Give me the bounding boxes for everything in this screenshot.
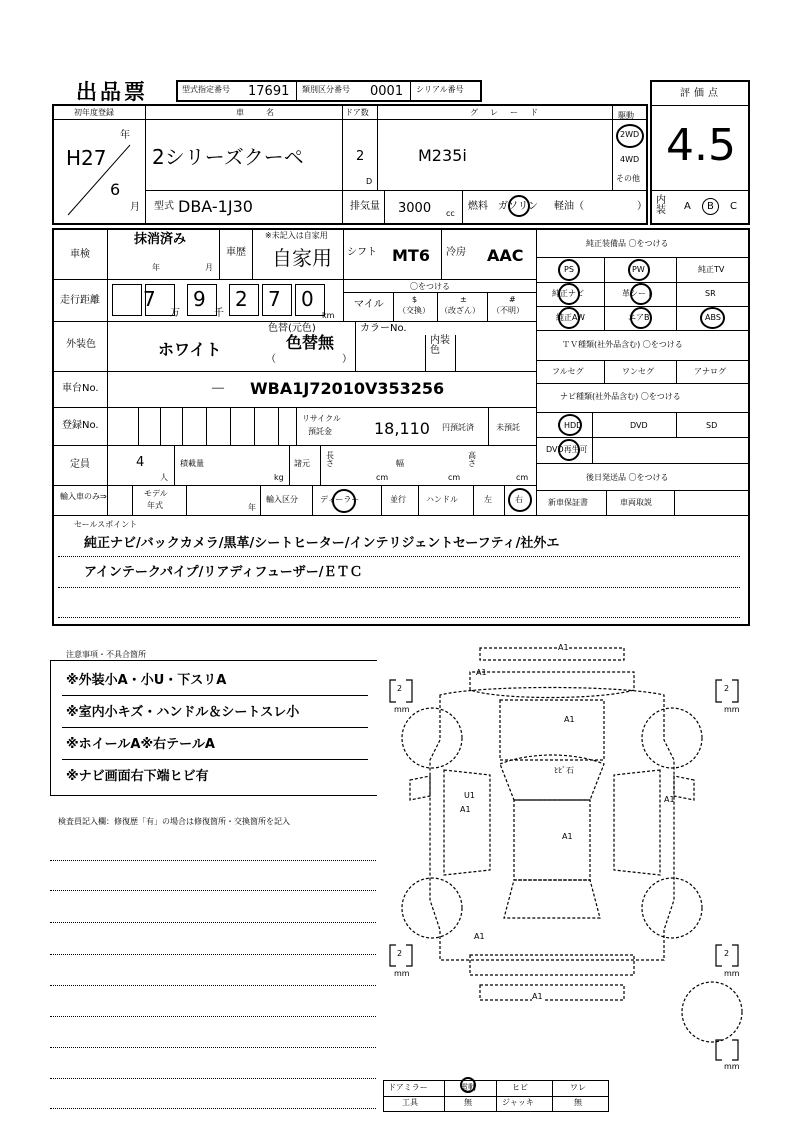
damage-mark: A1 — [664, 795, 675, 804]
displacement-unit: cc — [446, 209, 455, 218]
navi-hdd: HDD — [564, 421, 583, 430]
tire-depth-unit: mm — [724, 705, 740, 714]
mileage-mark-label: 〇をつける — [410, 282, 450, 291]
registration-label: 登録No. — [62, 420, 99, 431]
interior-grade-label: 内装 — [656, 195, 666, 216]
capacity-unit: 人 — [160, 473, 168, 482]
damage-mark: A1 — [460, 805, 471, 814]
car-name-label: 車名 — [236, 108, 296, 117]
tire-depth-value: 2 — [397, 949, 403, 958]
model-year-label-1: モデル — [144, 489, 168, 498]
navi-dvd: DVD — [630, 421, 648, 430]
handle-right-circle — [508, 488, 532, 512]
equipment-pw-circle — [628, 259, 650, 281]
mile-option: マイル — [354, 299, 384, 310]
mileage-digit: 9 — [193, 287, 206, 311]
capacity-label: 定員 — [70, 459, 90, 470]
recycle-paid: 円預託済 — [442, 423, 474, 432]
drive-4wd: 4WD — [620, 155, 640, 164]
later-warranty: 新車保証書 — [548, 498, 588, 507]
door-mirror-label: ドアミラー — [388, 1083, 428, 1092]
interior-grade-a: A — [684, 201, 691, 212]
tire-depth-unit: mm — [724, 969, 740, 978]
mileage-sen-unit: 千 — [214, 308, 224, 319]
evaluation-label: 評価点 — [680, 88, 722, 99]
exchange-symbol: $ — [412, 295, 418, 304]
sales-points-line-1: 純正ナビ/バックカメラ/黒革/シートヒーター/インテリジェントセーフティ/社外エ — [84, 536, 560, 551]
equipment-abs-circle — [700, 307, 725, 329]
doors-suffix: D — [366, 177, 373, 186]
sales-points-line-2: アインテークパイプ/リアディフューザー/ＥＴＣ — [84, 565, 363, 580]
damage-mark: A1 — [476, 668, 487, 677]
class-value: 0001 — [370, 84, 404, 99]
dims-label: 諸元 — [294, 459, 310, 468]
door-mirror-power: 電動 — [460, 1083, 476, 1092]
handle-right: 右 — [515, 495, 523, 504]
mirror-crack: ヒビ — [512, 1083, 528, 1092]
load-label: 積載量 — [180, 459, 204, 468]
equipment-abs: ABS — [705, 313, 721, 322]
tv-type-title: ＴＶ種類(社外品含む) 〇をつける — [562, 340, 683, 349]
inspector-label: 検査員記入欄：修復歴「有」の場合は修復箇所・交換箇所を記入 — [58, 817, 290, 826]
mileage-km: km — [322, 311, 335, 320]
equipment-airbag-circle — [630, 307, 652, 329]
import-class-label: 輸入区分 — [266, 495, 298, 504]
first-reg-year-unit: 年 — [120, 130, 130, 141]
note-item: ※ホイールA※右テールA — [66, 737, 215, 752]
type-label: 型式 — [154, 201, 174, 212]
vin-label: 車台No. — [62, 383, 99, 394]
exterior-color-label: 外装色 — [66, 339, 96, 350]
mirror-break: ワレ — [570, 1083, 586, 1092]
equipment-airbag: エアB — [628, 313, 650, 322]
shaken-label: 車検 — [70, 249, 90, 260]
first-reg-slash — [60, 140, 140, 220]
height-label: 高さ — [468, 451, 476, 468]
equipment-pw: PW — [632, 265, 645, 274]
displacement-value: 3000 — [398, 201, 432, 216]
ac-label: 冷房 — [446, 247, 466, 258]
shaken-year-unit: 年 — [152, 263, 160, 272]
vin-dash: － — [210, 379, 227, 398]
tire-depth-unit: mm — [394, 969, 410, 978]
fuel-label: 燃料 — [468, 201, 488, 212]
import-parallel: 並行 — [390, 495, 406, 504]
model-year-label-2: 年式 — [147, 501, 163, 510]
usage-note: ※未記入は自家用 — [265, 231, 328, 240]
door-mirror-power-circle — [460, 1077, 476, 1093]
tire-depth-unit: mm — [394, 705, 410, 714]
import-only-label: 輸入車のみ⇒ — [60, 492, 107, 501]
equipment-aw-circle — [558, 307, 580, 329]
recycle-label-1: リサイクル — [302, 414, 341, 423]
navi-dvd-play: DVD再生可 — [546, 445, 588, 454]
recycle-label-2: 預託金 — [308, 427, 332, 436]
fuel-kei-close: ） — [637, 201, 647, 212]
model-year-unit: 年 — [248, 503, 256, 512]
drive-2wd: 2WD — [620, 130, 640, 139]
exterior-color-value: ホワイト — [158, 340, 222, 359]
drive-2wd-circle — [616, 124, 644, 148]
mileage-digit: 7 — [143, 287, 156, 311]
shift-label: シフト — [347, 247, 377, 258]
type-value: DBA-1J30 — [178, 197, 253, 216]
recycle-value: 18,110 — [374, 419, 430, 438]
tire-depth-value: 2 — [724, 949, 730, 958]
equipment-navi-circle — [558, 283, 580, 305]
first-reg-month-unit: 月 — [130, 202, 140, 213]
tv-oneseg: ワンセグ — [622, 367, 654, 376]
tv-analog: アナログ — [694, 367, 726, 376]
class-label: 類別区分番号 — [302, 85, 350, 94]
color-no-label: カラーNo. — [360, 323, 407, 334]
equipment-leather: 革シート — [622, 289, 654, 298]
first-reg-year: H27 — [66, 146, 107, 170]
drive-label: 駆動 — [618, 111, 634, 120]
interior-grade-c: C — [730, 201, 737, 212]
ac-value: AAC — [487, 246, 524, 265]
note-item: ※室内小キズ・ハンドル＆シートスレ小 — [66, 705, 300, 720]
tamper-symbol: ± — [460, 295, 467, 304]
tamper-option: （改ざん） — [440, 306, 480, 315]
note-item: ※外装小A・小U・下スリA — [66, 673, 227, 688]
equipment-leather-circle — [630, 283, 652, 305]
note-item: ※ナビ画面右下端ヒビ有 — [66, 769, 209, 784]
tools-value: 無 — [464, 1098, 472, 1107]
recycle-unpaid: 未預託 — [496, 423, 520, 432]
height-cm: cm — [516, 473, 529, 482]
navi-type-title: ナビ種類(社外品含む) 〇をつける — [560, 392, 681, 401]
vin-value: WBA1J72010V353256 — [250, 379, 445, 398]
equipment-ps-circle — [558, 259, 580, 281]
interior-grade-b: B — [707, 201, 714, 212]
shift-value: MT6 — [392, 246, 430, 265]
mileage-label: 走行距離 — [60, 295, 100, 306]
damage-mark: A1 — [558, 643, 569, 652]
width-label: 幅 — [396, 459, 404, 468]
width-cm: cm — [448, 473, 461, 482]
model-spec-value: 17691 — [248, 84, 290, 99]
repaint-paren-open: （ — [266, 354, 276, 365]
fuel-gas-circle — [508, 195, 530, 217]
equipment-aw: 純正AW — [556, 313, 585, 322]
first-reg-month: 6 — [110, 180, 121, 199]
drive-other: その他 — [616, 174, 640, 183]
fuel-kei: 軽油（ — [554, 201, 584, 212]
capacity-value: 4 — [136, 455, 145, 470]
exchange-option: （交換） — [398, 306, 430, 315]
mileage-digit: 2 — [235, 287, 248, 311]
interior-color-label: 内装色 — [430, 335, 450, 356]
sales-points-label: セールスポイント — [74, 520, 138, 529]
later-manual: 車両取説 — [620, 498, 652, 507]
unknown-symbol: # — [509, 295, 516, 304]
mileage-man-unit: 万 — [170, 308, 180, 319]
notes-label: 注意事項・不具合箇所 — [66, 650, 146, 659]
mileage-digit: 0 — [301, 287, 314, 311]
navi-hdd-circle — [558, 414, 582, 436]
unknown-option: （不明） — [492, 306, 524, 315]
equipment-title: 純正装備品 〇をつける — [586, 239, 669, 248]
first-reg-label: 初年度登録 — [74, 108, 114, 117]
later-ship-title: 後日発送品 〇をつける — [586, 473, 669, 482]
equipment-sr: SR — [705, 289, 716, 298]
damage-mark: A1 — [562, 832, 573, 841]
repaint-value: 色替無 — [286, 333, 335, 352]
shaken-month-unit: 月 — [205, 263, 213, 272]
usage-value: 自家用 — [272, 246, 332, 270]
handle-label: ハンドル — [426, 495, 458, 504]
fuel-gas: ガソリン — [498, 201, 538, 212]
import-dealer: ディーラー — [320, 495, 360, 504]
usage-label: 車歴 — [226, 247, 246, 258]
registration-cells — [108, 408, 294, 445]
doors-value: 2 — [356, 149, 365, 164]
grade-label: グレード — [470, 108, 550, 117]
serial-label: シリアル番号 — [416, 85, 464, 94]
interior-grade-b-circle — [702, 198, 719, 215]
tools-label: 工具 — [402, 1098, 418, 1107]
equipment-ps: PS — [564, 265, 574, 274]
car-name-value: 2シリーズクーペ — [152, 145, 304, 169]
jack-value: 無 — [574, 1098, 582, 1107]
tire-depth-value: 2 — [397, 684, 403, 693]
length-cm: cm — [376, 473, 389, 482]
mileage-digit: 7 — [268, 287, 281, 311]
repaint-paren-close: ） — [342, 354, 352, 365]
damage-mark: ﾋﾋﾞ石 — [554, 766, 574, 775]
sheet-title: 出品票 — [76, 80, 148, 104]
damage-mark: A1 — [532, 992, 543, 1001]
length-label: 長さ — [326, 451, 334, 468]
doors-label: ドア数 — [345, 108, 369, 117]
navi-dvd-play-circle — [558, 439, 580, 461]
equipment-navi: 純正ナビ — [552, 289, 584, 298]
damage-mark: U1 — [464, 791, 475, 800]
damage-mark: A1 — [564, 715, 575, 724]
navi-sd: SD — [706, 421, 718, 430]
repaint-label: 色替(元色) — [268, 323, 316, 334]
grade-value: M235i — [418, 146, 467, 165]
equipment-tv: 純正TV — [698, 265, 725, 274]
jack-label: ジャッキ — [502, 1098, 534, 1107]
shaken-value: 抹消済み — [134, 232, 187, 247]
import-dealer-circle — [332, 489, 356, 513]
damage-mark: A1 — [474, 932, 485, 941]
spare-tire-unit: mm — [724, 1062, 740, 1071]
tire-depth-value: 2 — [724, 684, 730, 693]
tv-fullseg: フルセグ — [552, 367, 584, 376]
load-kg: kg — [274, 473, 284, 482]
displacement-label: 排気量 — [350, 201, 380, 212]
model-spec-label: 型式指定番号 — [182, 85, 230, 94]
handle-left: 左 — [484, 495, 492, 504]
evaluation-score: 4.5 — [666, 120, 736, 171]
